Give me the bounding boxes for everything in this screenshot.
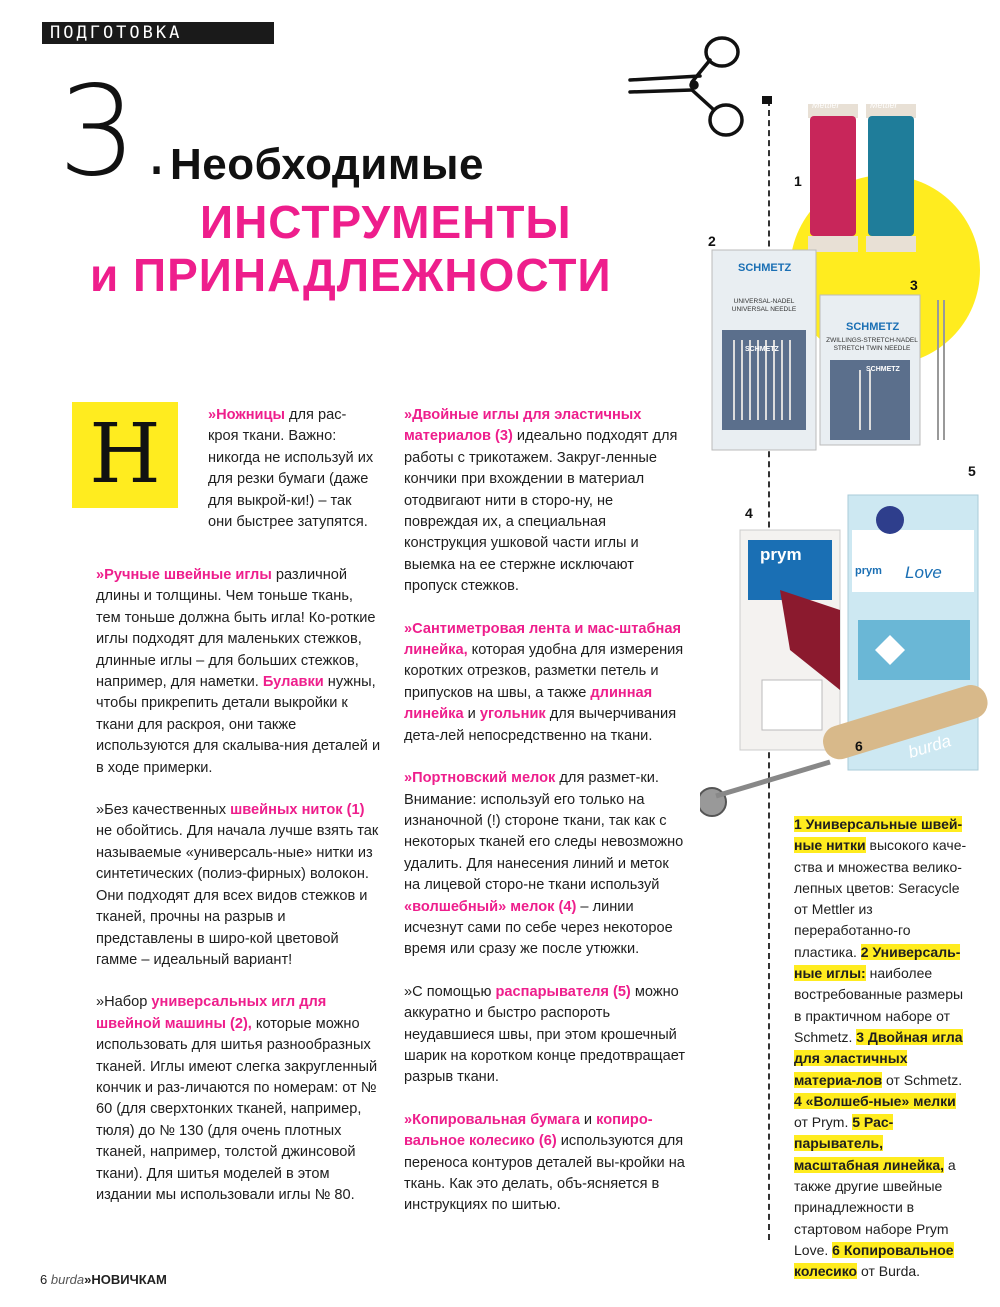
caption-6-title: 6 Копировальное колесико	[794, 1241, 954, 1280]
photo-number-3: 3	[910, 277, 918, 293]
para-text: различной длины и толщины. Чем тоньше ткань, тем тоньше должна быть игла! Ко-роткие иглы подходят для маленьких стежков, длинные иглы – для больших стежков, например, для наметки.	[96, 567, 376, 691]
col1-para-4	[96, 992, 381, 1206]
caption-text: а также другие швейные принадлежности в стартовом наборе Prym Love.	[794, 1156, 956, 1258]
para-text: которые можно использовать для шитья разнообразных тканей. Иглы имеют слегка закругленный кончик и раз-личаются по номерам: от № 60 (для сверхтонких тканей, например, тюля) до № 130 (для очень плотных тканей, например, толстой джинсовой ткани). Для шитья моделей в этом издании мы использовали иглы № 80.	[96, 1015, 378, 1203]
prym-label-1: prym	[760, 545, 802, 564]
tape-ruler-term: »Сантиметровая лента и мас-штабная линейка,	[404, 620, 681, 659]
para-text: идеально подходят для работы с трикотажем. Закруг-ленные кончики при вхождении в материал отодвигают нити в сторо-ну, не повреждая их, а специальная конструкция ушковой части иглы и выемка на ее стержне исключают пропуск стежков.	[404, 428, 678, 595]
love-label: Love	[905, 563, 942, 582]
para-text: которая удобна для измерения коротких отрезков, разметки петель и припусков на швы, а также	[404, 642, 684, 701]
sidebar-caption	[794, 814, 970, 1283]
schmetz-label-2: SCHMETZ	[846, 321, 900, 333]
col1-para-1	[208, 405, 376, 533]
para-text: для рас-кроя ткани. Важно: никогда не используй их для резки бумаги (даже для выкрой-ки!) – так они быстрее затупятся.	[208, 407, 374, 531]
photo-number-5: 5	[968, 463, 976, 479]
caption-1-title: 1 Универсальные швей-ные нитки	[794, 816, 963, 854]
col2-para-2	[404, 619, 686, 747]
col2-para-3	[404, 768, 686, 961]
col2-para-4	[404, 982, 686, 1089]
para-text: для вычерчивания дета-лей непосредственно на ткани.	[404, 706, 677, 744]
photo-number-6: 6	[855, 738, 863, 754]
caption-4-title: 4 «Волшеб-ные» мелки	[794, 1092, 956, 1109]
para-text: можно аккуратно и быстро распороть неудавшиеся швы, при этом крошечный шарик на коротком конце предотвращает разрыв ткани.	[404, 983, 686, 1086]
col2-para-5	[404, 1110, 686, 1217]
caption-2-title: 2 Универсаль-ные иглы:	[794, 943, 961, 982]
schmetz-sub-2: ZWILLINGS-STRETCH-NADEL STRETCH TWIN NEEDLE	[826, 337, 918, 352]
product-photos	[700, 90, 1000, 825]
para-text: »Без качественных	[96, 802, 231, 819]
caption-text: от Prym.	[794, 1114, 853, 1131]
title-line-3: и ПРИНАДЛЕЖНОСТИ	[90, 249, 612, 301]
footer-section: »НОВИЧКАМ	[84, 1272, 167, 1287]
schmetz-inner-1: SCHMETZ	[745, 346, 779, 353]
long-ruler-term: длинная линейка	[404, 684, 653, 723]
footer-brand: burda	[50, 1272, 85, 1287]
scissors-term: »Ножницы	[208, 407, 285, 423]
threads-term: швейных ниток (1)	[230, 802, 365, 819]
prym-label-2: prym	[855, 565, 882, 577]
para-text: »Набор	[96, 994, 152, 1011]
thread-spool-pink	[808, 104, 858, 252]
chalk-term: »Портновский мелок	[404, 770, 556, 787]
caption-text: наиболее востребованные размеры в практичном наборе от Schmetz.	[794, 965, 964, 1045]
caption-text: от Schmetz.	[882, 1071, 963, 1088]
schmetz-sub-1: UNIVERSAL-NADEL UNIVERSAL NEEDLE	[731, 298, 797, 313]
caption-3-title: 3 Двойная игла для эластичных материа-лов	[794, 1028, 963, 1088]
dropcap: Н	[72, 402, 178, 508]
col2-body	[404, 405, 686, 1238]
seam-ripper-term: распарывателя (5)	[495, 983, 631, 1000]
section-tab: ПОДГОТОВКА	[42, 22, 274, 44]
schmetz-label-1: SCHMETZ	[738, 262, 792, 274]
title-line-1: Необходимые	[170, 140, 484, 189]
col1-para-3	[96, 800, 381, 971]
magic-chalk-term: «волшебный» мелок (4)	[404, 898, 577, 915]
schmetz-inner-2: SCHMETZ	[866, 366, 900, 373]
para-text: не обойтись. Для начала лучше взять так называемые «универсаль-ные» нитки из синтетических (полиэ-фирных) волокон. Они подходят для всех видов стежков и тканей, прочны на разрыв и представлены в широ-кой цветовой гамме – идеальный вариант!	[96, 823, 379, 968]
hand-needles-term: »Ручные швейные иглы	[96, 567, 272, 583]
para-text: »С помощью	[404, 983, 496, 1000]
para-text: нужны, чтобы прикрепить детали выкройки к ткани для раскроя, они также используются для скалыва-ния деталей и в ходе примерки.	[96, 674, 381, 776]
page-number: 6	[40, 1272, 48, 1287]
page-footer	[40, 1272, 167, 1287]
square-term: угольник	[479, 706, 546, 723]
col1-para-2	[96, 565, 381, 779]
caption-text: высокого каче-ства и множества велико-лепных цветов: Seracycle от Mettler из переработанно-го пластика.	[794, 837, 967, 960]
photo-number-1: 1	[794, 173, 802, 189]
thread-spool-teal	[866, 104, 916, 252]
spool-label-2: Mettler	[870, 100, 898, 110]
tracing-wheel-term: копиро-вальное колесико (6)	[404, 1111, 653, 1150]
para-text: и	[579, 1111, 597, 1128]
para-text: для размет-ки. Внимание: используй его только на изнаночной (!) стороне ткани, так как с некоторых тканей его следы невозможно удалить. Для нанесения линий и меток на лицевой сторо-не ткани используй	[404, 770, 684, 894]
burda-wheel-label: burda	[906, 731, 954, 762]
chapter-number: 3.	[58, 60, 177, 204]
carbon-paper-term: »Копировальная бумага	[404, 1111, 580, 1128]
machine-needles-term: универсальных игл для швейной машины (2),	[96, 994, 327, 1032]
photo-number-2: 2	[708, 233, 716, 249]
pins-term: Булавки	[262, 674, 324, 691]
spool-label-1: Mettler	[812, 100, 840, 110]
title-line-2: ИНСТРУМЕНТЫ	[200, 196, 572, 248]
para-text: используются для переноса контуров деталей вы-кройки на ткань. Как это делать, объ-ясняется в инструкциях по шитью.	[404, 1133, 685, 1214]
para-text: – линии исчезнут сами по себе через некоторое время или сразу же после утюжки.	[404, 898, 673, 958]
photo-number-4: 4	[745, 505, 753, 521]
caption-5-title: 5 Рас-парыватель, масштабная линейка,	[794, 1114, 945, 1173]
col2-para-1	[404, 405, 686, 598]
twin-needles-term: »Двойные иглы для эластичных материалов (3)	[404, 407, 642, 445]
col1-body	[96, 565, 381, 1227]
caption-text: от Burda.	[857, 1263, 921, 1280]
para-text: и	[463, 706, 480, 723]
